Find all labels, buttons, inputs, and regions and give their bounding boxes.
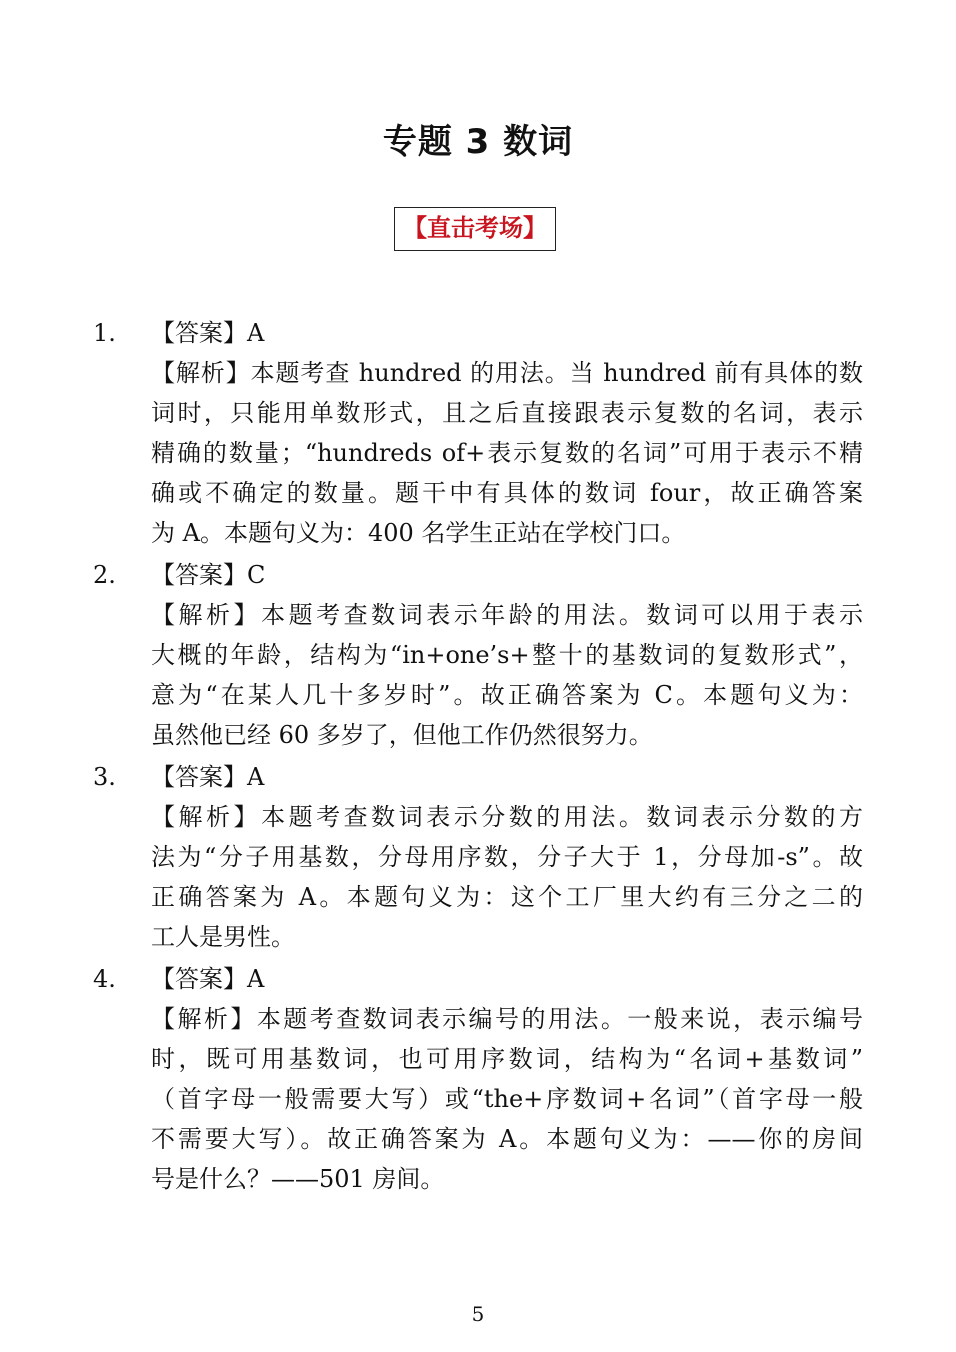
question-number: 3. bbox=[93, 763, 116, 791]
explanation-line: 【解析】本题考查数词表示分数的用法。数词表示分数的方 bbox=[151, 803, 863, 831]
explanation-line: 时，既可用基数词，也可用序数词，结构为“名词+基数词” bbox=[151, 1045, 863, 1073]
explanation-line: 大概的年龄，结构为“in+one’s+整十的基数词的复数形式”， bbox=[151, 641, 863, 669]
explanation-line: 确或不确定的数量。题干中有具体的数词 four，故正确答案 bbox=[151, 479, 863, 507]
question-number: 1. bbox=[93, 319, 116, 347]
explanation-line: 【解析】本题考查数词表示编号的用法。一般来说，表示编号 bbox=[151, 1005, 863, 1033]
page-title: 专题 3 数词 bbox=[382, 122, 574, 162]
explanation-line: 精确的数量；“hundreds of+表示复数的名词”可用于表示不精 bbox=[151, 439, 863, 467]
explanation-line: 【解析】本题考查 hundred 的用法。当 hundred 前有具体的数 bbox=[151, 359, 863, 387]
explanation-line: 不需要大写）。故正确答案为 A。本题句义为：——你的房间 bbox=[151, 1125, 863, 1153]
explanation-line: （首字母一般需要大写）或“the+序数词+名词”（首字母一般 bbox=[151, 1085, 863, 1113]
explanation-line: 【解析】本题考查数词表示年龄的用法。数词可以用于表示 bbox=[151, 601, 863, 629]
explanation-line: 意为“在某人几十多岁时”。故正确答案为 C。本题句义为： bbox=[151, 681, 863, 709]
answer-line: 【答案】C bbox=[151, 561, 266, 589]
question-number: 2. bbox=[93, 561, 116, 589]
answer-line: 【答案】A bbox=[151, 319, 265, 347]
question-number: 4. bbox=[93, 965, 116, 993]
explanation-line: 正确答案为 A。本题句义为：这个工厂里大约有三分之二的 bbox=[151, 883, 863, 911]
explanation-line: 虽然他已经 60 多岁了，但他工作仍然很努力。 bbox=[151, 721, 653, 749]
answer-line: 【答案】A bbox=[151, 763, 265, 791]
section-heading: 【直击考场】 bbox=[394, 207, 556, 251]
explanation-line: 号是什么？——501 房间。 bbox=[151, 1165, 445, 1193]
answer-line: 【答案】A bbox=[151, 965, 265, 993]
page-number: 5 bbox=[471, 1302, 485, 1326]
explanation-line: 法为“分子用基数，分母用序数，分子大于 1，分母加-s”。故 bbox=[151, 843, 863, 871]
explanation-line: 词时，只能用单数形式，且之后直接跟表示复数的名词，表示 bbox=[151, 399, 863, 427]
explanation-line: 工人是男性。 bbox=[151, 923, 295, 951]
explanation-line: 为 A。本题句义为：400 名学生正站在学校门口。 bbox=[151, 519, 686, 547]
